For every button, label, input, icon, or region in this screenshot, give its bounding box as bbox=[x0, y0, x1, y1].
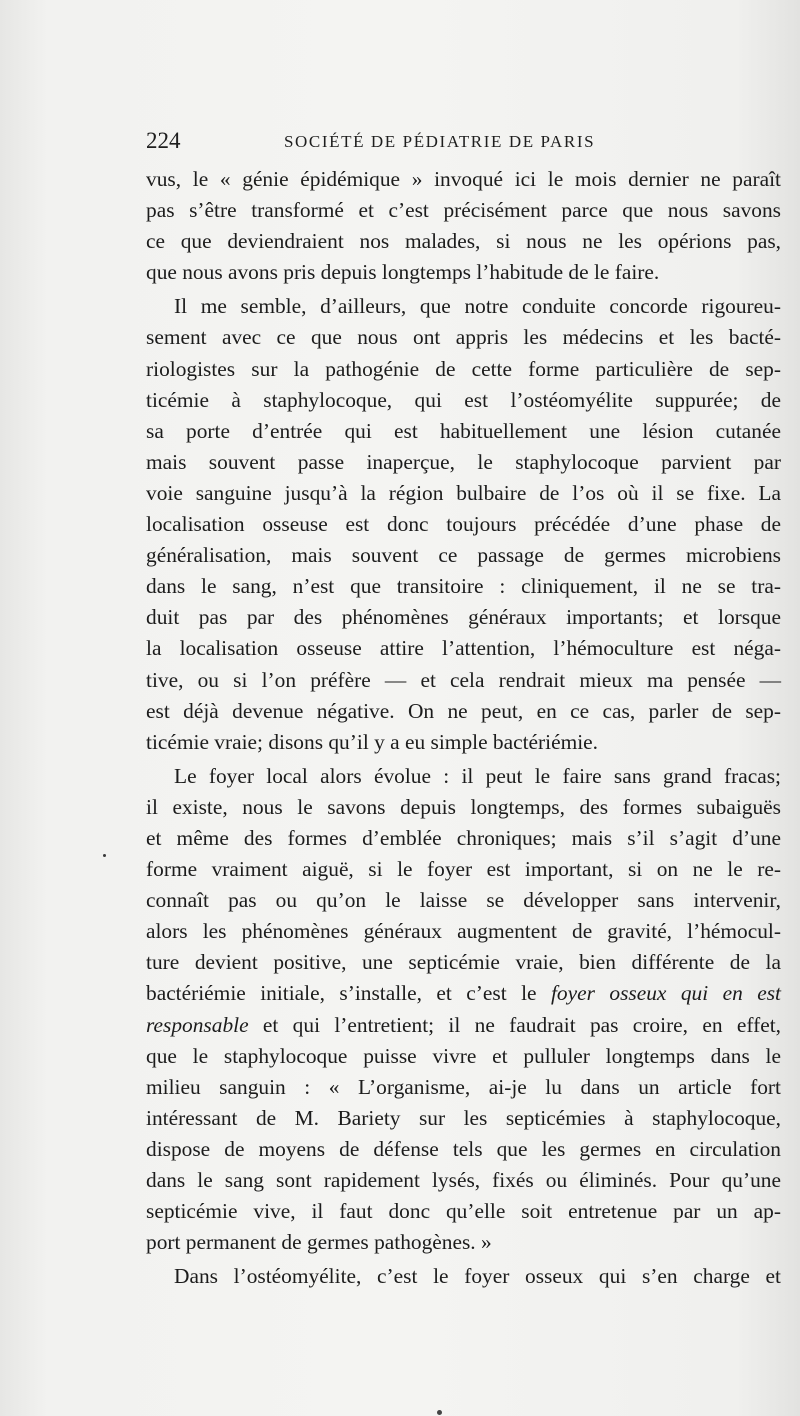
text-line: ticémie à staphylocoque, qui est l’ostéomyélite suppurée; de bbox=[146, 387, 781, 412]
text-line: tive, ou si l’on préfère — et cela rendrait mieux ma pensée — bbox=[146, 667, 781, 692]
text-line: dispose de moyens de défense tels que les germes en circulation bbox=[146, 1136, 781, 1161]
text-line: localisation osseuse est donc toujours précédée d’une phase de bbox=[146, 512, 781, 537]
text-line: dans le sang, n’est que transitoire : cliniquement, il ne se tra- bbox=[146, 574, 781, 599]
scan-speck bbox=[437, 1410, 442, 1415]
text-line: vus, le « génie épidémique » invoqué ici le mois dernier ne paraît bbox=[146, 167, 781, 191]
paragraph-4 bbox=[146, 1261, 781, 1292]
text-line: généralisation, mais souvent ce passage de germes microbiens bbox=[146, 543, 781, 568]
text-line: il existe, nous le savons depuis longtemps, des formes subaiguës bbox=[146, 794, 781, 819]
text-line: ture devient positive, une septicémie vraie, bien différente de la bbox=[146, 950, 781, 975]
text-line: duit pas par des phénomènes généraux importants; et lorsque bbox=[146, 605, 781, 630]
page-header bbox=[146, 126, 660, 156]
paragraph-2 bbox=[146, 291, 781, 757]
text-line bbox=[146, 1010, 781, 1041]
text-line: port permanent de germes pathogènes. » bbox=[146, 1230, 492, 1255]
text-line: la localisation osseuse attire l’attention, l’hémoculture est néga- bbox=[146, 636, 781, 661]
text-line: Il me semble, d’ailleurs, que notre conduite concorde rigoureu- bbox=[174, 294, 781, 319]
italic-phrase: foyer osseux qui en est bbox=[550, 981, 782, 1006]
text-line: milieu sanguin : « L’organisme, ai-je lu dans un article fort bbox=[146, 1074, 781, 1099]
text-line: forme vraiment aiguë, si le foyer est important, si on ne le re- bbox=[146, 857, 781, 882]
text-line: intéressant de M. Bariety sur les septicémies à staphylocoque, bbox=[146, 1105, 781, 1130]
page-number: 224 bbox=[146, 128, 181, 153]
text-line: ticémie vraie; disons qu’il y a eu simple bactériémie. bbox=[146, 729, 599, 754]
text-line: est déjà devenue négative. On ne peut, en ce cas, parler de sep- bbox=[146, 698, 781, 723]
margin-mark bbox=[103, 854, 106, 857]
text-line: sa porte d’entrée qui est habituellement une lésion cutanée bbox=[146, 418, 781, 443]
italic-phrase: responsable bbox=[146, 1012, 249, 1037]
text-line: et même des formes d’emblée chroniques; mais s’il s’agit d’une bbox=[146, 825, 781, 850]
text-line: sement avec ce que nous ont appris les médecins et les bacté- bbox=[146, 325, 781, 350]
text-line: dans le sang sont rapidement lysés, fixés ou éliminés. Pour qu’une bbox=[146, 1168, 781, 1192]
text-line: que nous avons pris depuis longtemps l’habitude de le faire. bbox=[146, 260, 660, 285]
text-line: connaît pas ou qu’on le laisse se développer sans intervenir, bbox=[146, 888, 781, 913]
paragraph-3 bbox=[146, 761, 781, 1259]
text-run: et qui l’entretient; il ne faudrait pas croire, en effet, bbox=[262, 1012, 781, 1037]
text-line bbox=[146, 978, 781, 1009]
text-line: riologistes sur la pathogénie de cette forme particulière de sep- bbox=[146, 356, 781, 381]
body-text bbox=[146, 164, 781, 1292]
paragraph-1 bbox=[146, 164, 781, 288]
text-line: Le foyer local alors évolue : il peut le faire sans grand fracas; bbox=[174, 763, 781, 788]
text-line: Dans l’ostéomyélite, c’est le foyer osseux qui s’en charge et bbox=[174, 1264, 781, 1289]
text-line: que le staphylocoque puisse vivre et pulluler longtemps dans le bbox=[146, 1043, 781, 1068]
text-line: alors les phénomènes généraux augmentent de gravité, l’hémocul- bbox=[146, 919, 781, 944]
text-line: septicémie vive, il faut donc qu’elle soit entretenue par un ap- bbox=[146, 1199, 781, 1224]
text-line: pas s’être transformé et c’est précisément parce que nous savons bbox=[146, 198, 781, 223]
text-line: mais souvent passe inaperçue, le staphylocoque parvient par bbox=[146, 449, 781, 474]
text-line: ce que deviendraient nos malades, si nous ne les opérions pas, bbox=[146, 229, 781, 254]
running-title: SOCIÉTÉ DE PÉDIATRIE DE PARIS bbox=[284, 132, 596, 151]
text-line: voie sanguine jusqu’à la région bulbaire de l’os où il se fixe. La bbox=[146, 480, 781, 505]
text-run: bactériémie initiale, s’installe, et c’est le bbox=[146, 981, 537, 1006]
